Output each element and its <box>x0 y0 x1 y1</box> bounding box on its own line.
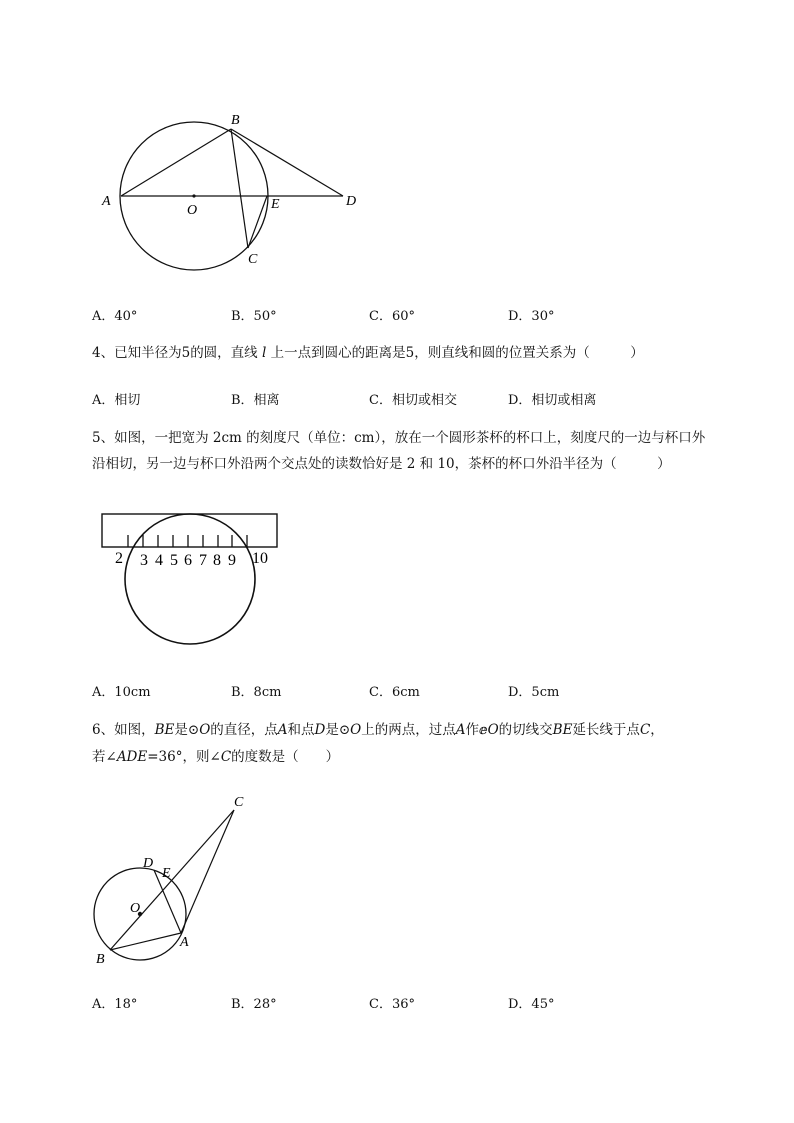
label-a: A <box>102 194 111 209</box>
q3-option-d[interactable]: D．30° <box>508 309 555 324</box>
label-d: D <box>143 856 154 871</box>
q6-text: =36°，则∠ <box>147 749 221 765</box>
tick-label-8: 8 <box>213 552 221 569</box>
q6-var: BE <box>552 722 573 738</box>
segment-bc <box>110 810 234 950</box>
q6-var: D <box>314 722 326 738</box>
q4-option-a[interactable]: A．相切 <box>92 393 141 408</box>
q5-option-a[interactable]: A．10cm <box>92 685 151 700</box>
q6-text: 若∠ <box>92 749 117 765</box>
q6-var: A <box>277 722 288 738</box>
question-6-line-1 <box>92 718 664 743</box>
label-b: B <box>96 952 105 967</box>
center-dot <box>192 194 195 197</box>
tick-label-10: 10 <box>252 550 268 567</box>
segment-ab <box>110 933 181 950</box>
tick-label-4: 4 <box>155 552 163 569</box>
q4-option-c[interactable]: C．相切或相交 <box>369 393 457 408</box>
q6-text: 的切线交 <box>498 722 553 738</box>
segment-ce <box>248 196 267 248</box>
q6-var: BE <box>154 722 175 738</box>
label-o: O <box>187 203 198 218</box>
q4-text: 5 <box>181 345 191 361</box>
q4-option-d[interactable]: D．相切或相离 <box>508 393 597 408</box>
q3-option-c[interactable]: C．60° <box>369 309 415 324</box>
question-5-line-2: 沿相切，另一边与杯口外沿两个交点处的读数恰好是 2 和 10，茶杯的杯口外沿半径为（ ） <box>92 456 671 472</box>
question-5-line-1: 5、如图，一把宽为 2cm 的刻度尺（单位：cm），放在一个圆形茶杯的杯口上，刻度尺的一边与杯口外 <box>92 430 706 446</box>
label-c: C <box>234 795 244 810</box>
q6-var: O <box>350 722 362 738</box>
label-e: E <box>271 197 280 212</box>
label-d: D <box>346 194 357 209</box>
segment-ab <box>121 129 231 196</box>
q6-var: A <box>455 722 466 738</box>
label-a: A <box>180 935 189 950</box>
q4-text: ，则直线和圆的位置关系为（ ） <box>414 345 644 361</box>
segment-bd <box>231 129 343 196</box>
tick-label-2: 2 <box>115 550 123 567</box>
label-e: E <box>162 866 171 881</box>
q5-option-c[interactable]: C．6cm <box>369 685 420 700</box>
tick-label-6: 6 <box>184 552 192 569</box>
q4-line-var: l <box>261 345 267 361</box>
q6-var: C <box>220 749 232 765</box>
q6-var: O <box>487 722 499 738</box>
q6-text: ， <box>650 722 664 738</box>
figure-1-circle-tangent <box>95 105 365 280</box>
q4-option-b[interactable]: B．相离 <box>231 393 280 408</box>
segment-ac <box>181 810 234 933</box>
q5-option-d[interactable]: D．5cm <box>508 685 560 700</box>
tick-label-9: 9 <box>228 552 236 569</box>
q6-text: 6、如图， <box>92 722 155 738</box>
q4-text: 5 <box>405 345 415 361</box>
q6-text: 是⊙ <box>325 722 351 738</box>
q3-option-b[interactable]: B．50° <box>231 309 277 324</box>
q6-text: 的度数是（ ） <box>231 749 340 765</box>
q4-text: 上一点到圆心的距离是 <box>270 345 406 361</box>
q6-option-a[interactable]: A．18° <box>92 997 138 1012</box>
label-b: B <box>231 113 240 128</box>
label-o: O <box>130 901 141 916</box>
q6-option-b[interactable]: B．28° <box>231 997 277 1012</box>
q6-option-d[interactable]: D．45° <box>508 997 555 1012</box>
q6-var: O <box>199 722 211 738</box>
q4-text: 4、已知半径为 <box>92 345 182 361</box>
tick-label-5: 5 <box>170 552 178 569</box>
q6-text: 是⊙ <box>174 722 200 738</box>
q6-var: ADE <box>116 749 148 765</box>
q6-text: 作ⅇ <box>465 722 488 738</box>
q6-var: C <box>639 722 651 738</box>
q6-text: 的直径，点 <box>210 722 278 738</box>
label-c: C <box>248 252 258 267</box>
question-4 <box>92 341 644 366</box>
tick-label-7: 7 <box>199 552 207 569</box>
q6-text: 和点 <box>287 722 315 738</box>
q3-option-a[interactable]: A．40° <box>92 309 138 324</box>
q6-text: 上的两点，过点 <box>361 722 456 738</box>
figure-2-ruler-cup <box>95 505 285 650</box>
segment-bc <box>231 129 248 248</box>
q6-option-c[interactable]: C．36° <box>369 997 415 1012</box>
q6-text: 延长线于点 <box>572 722 640 738</box>
question-6-line-2 <box>92 745 339 770</box>
ruler-ticks <box>128 535 247 547</box>
q4-text: 的圆，直线 <box>190 345 258 361</box>
figure-3-circle-tangent <box>88 790 258 970</box>
q5-option-b[interactable]: B．8cm <box>231 685 282 700</box>
cup-circle <box>125 514 255 644</box>
tick-label-3: 3 <box>140 552 148 569</box>
